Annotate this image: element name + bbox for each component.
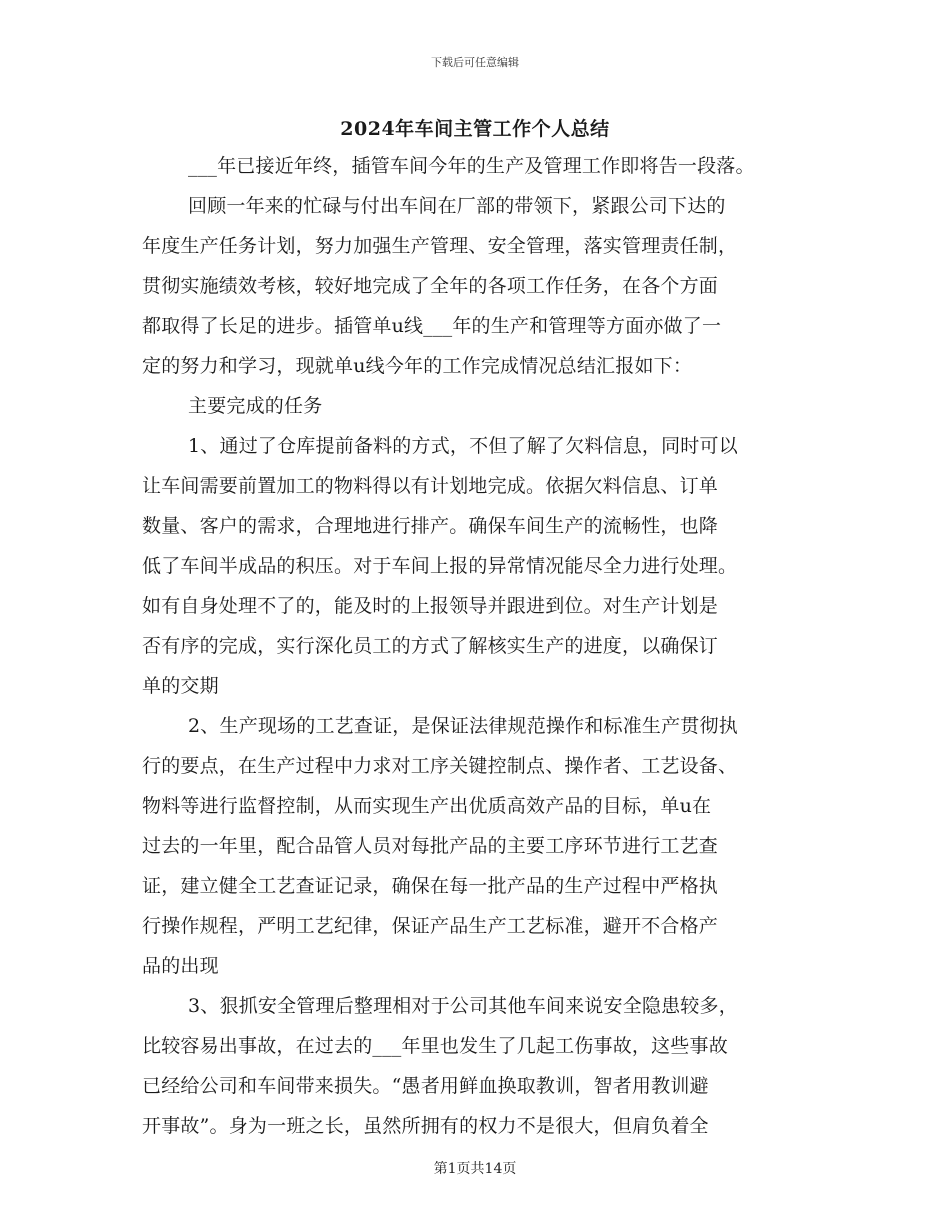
body-line: ___年已接近年终，插管车间今年的生产及管理工作即将告一段落。 xyxy=(188,155,755,177)
header-note: 下载后可任意编辑 xyxy=(431,56,519,69)
body-line: 行的要点，在生产过程中力求对工序关键控制点、操作者、工艺设备、 xyxy=(142,755,738,777)
body-line: 品的出现 xyxy=(142,955,219,977)
body-line: 物料等进行监督控制，从而实现生产出优质高效产品的目标，单u在 xyxy=(142,795,712,817)
body-line: 年度生产任务计划，努力加强生产管理、安全管理，落实管理责任制， xyxy=(142,235,738,257)
body-line: 回顾一年来的忙碌与付出车间在厂部的带领下，紧跟公司下达的 xyxy=(188,195,726,217)
body-line: 已经给公司和车间带来损失。“愚者用鲜血换取教训，智者用教训避 xyxy=(142,1075,709,1097)
body-line: 如有自身处理不了的，能及时的上报领导并跟进到位。对生产计划是 xyxy=(142,595,719,617)
body-line: 否有序的完成，实行深化员工的方式了解核实生产的进度，以确保订 xyxy=(142,635,719,657)
body-line: 行操作规程，严明工艺纪律，保证产品生产工艺标准，避开不合格产 xyxy=(142,915,719,937)
body-line: 比较容易出事故，在过去的___年里也发生了几起工伤事故，这些事故 xyxy=(142,1035,728,1057)
document-body xyxy=(142,146,814,1146)
body-line: 证，建立健全工艺查证记录，确保在每一批产品的生产过程中严格执 xyxy=(142,875,719,897)
body-line: 2、生产现场的工艺查证，是保证法律规范操作和标准生产贯彻执 xyxy=(188,715,738,737)
body-line: 都取得了长足的进步。插管单u线___年的生产和管理等方面亦做了一 xyxy=(142,315,722,337)
body-line: 定的努力和学习，现就单u线今年的工作完成情况总结汇报如下： xyxy=(142,355,693,377)
body-line: 开事故”。身为一班之长，虽然所拥有的权力不是很大，但肩负着全 xyxy=(142,1115,709,1137)
body-line: 1、通过了仓库提前备料的方式，不但了解了欠料信息，同时可以 xyxy=(188,435,738,457)
body-line: 让车间需要前置加工的物料得以有计划地完成。依据欠料信息、订单 xyxy=(142,475,719,497)
document-title: 2024年车间主管工作个人总结 xyxy=(340,118,610,140)
page-footer: 第1页共14页 xyxy=(433,1161,517,1177)
body-line: 数量、客户的需求，合理地进行排产。确保车间生产的流畅性，也降 xyxy=(142,515,719,537)
body-line: 主要完成的任务 xyxy=(188,395,323,417)
body-line: 贯彻实施绩效考核，较好地完成了全年的各项工作任务，在各个方面 xyxy=(142,275,719,297)
body-line: 低了车间半成品的积压。对于车间上报的异常情况能尽全力进行处理。 xyxy=(142,555,738,577)
body-line: 3、狠抓安全管理后整理相对于公司其他车间来说安全隐患较多， xyxy=(188,995,738,1017)
body-line: 过去的一年里，配合品管人员对每批产品的主要工序环节进行工艺查 xyxy=(142,835,719,857)
body-line: 单的交期 xyxy=(142,675,219,697)
